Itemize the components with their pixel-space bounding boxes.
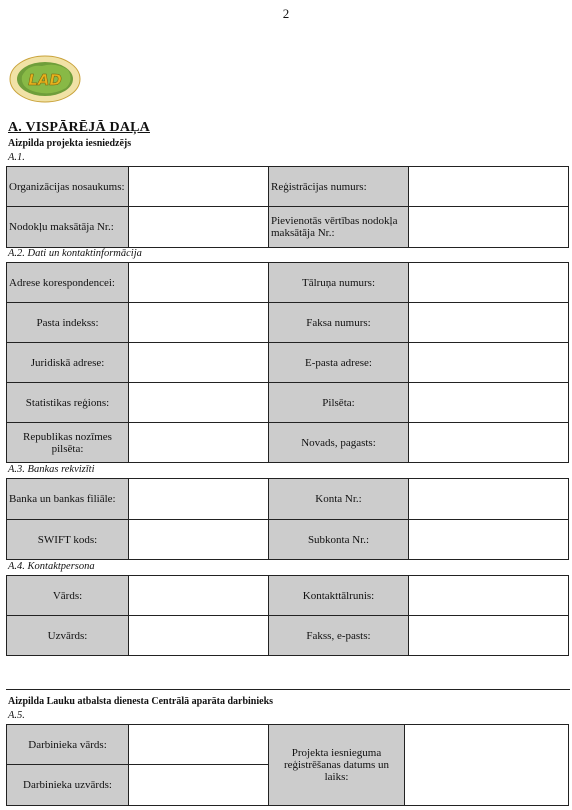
legal-address-field[interactable] [129,343,269,383]
fax-email-field[interactable] [409,616,569,656]
swift-code-label: SWIFT kods: [7,520,129,560]
table-row [7,520,569,560]
registration-datetime-field[interactable] [405,725,569,806]
lad-logo [8,54,82,104]
city-field[interactable] [409,383,569,423]
taxpayer-number-label: Nodokļu maksātāja Nr.: [7,207,129,248]
organization-name-label: Organizācijas nosaukums: [7,167,129,207]
employee-name-field[interactable] [129,725,269,765]
account-number-label: Konta Nr.: [269,479,409,520]
section-title: A. VISPĀRĒJĀ DAĻA [8,120,150,135]
statistics-region-field[interactable] [129,383,269,423]
organization-name-field[interactable] [129,167,269,207]
page-number: 2 [282,6,290,21]
phone-number-field[interactable] [409,263,569,303]
table-row [7,479,569,520]
email-address-field[interactable] [409,343,569,383]
table-row [7,725,569,765]
account-number-field[interactable] [409,479,569,520]
table-a5 [6,724,569,806]
table-a2 [6,262,569,463]
county-parish-field[interactable] [409,423,569,463]
table-a1 [6,166,569,248]
statistics-region-label: Statistikas reģions: [7,383,129,423]
phone-number-label: Tālruņa numurs: [269,263,409,303]
employee-surname-field[interactable] [129,765,269,806]
subaccount-number-field[interactable] [409,520,569,560]
section-a4-label: A.4. Kontaktpersona [8,561,95,572]
first-name-label: Vārds: [7,576,129,616]
logo-text: LAD [28,71,62,89]
section-a2-label: A.2. Dati un kontaktinformācija [8,248,142,259]
registration-datetime-label: Projekta iesnieguma reģistrēšanas datums un laiks: [269,725,405,806]
republic-city-field[interactable] [129,423,269,463]
table-row [7,576,569,616]
swift-code-field[interactable] [129,520,269,560]
table-row [7,207,569,248]
registration-number-label: Reģistrācijas numurs: [269,167,409,207]
employee-name-label: Darbinieka vārds: [7,725,129,765]
table-row [7,383,569,423]
table-row [7,263,569,303]
section-a1-label: A.1. [8,152,25,163]
subaccount-number-label: Subkonta Nr.: [269,520,409,560]
section-a3-label: A.3. Bankas rekvizīti [8,464,95,475]
table-row [7,167,569,207]
table-row [7,303,569,343]
bank-branch-field[interactable] [129,479,269,520]
legal-address-label: Juridiskā adrese: [7,343,129,383]
vat-number-field[interactable] [409,207,569,248]
last-name-label: Uzvārds: [7,616,129,656]
vat-number-label: Pievienotās vērtības nodokļa maksātāja Nr.: [269,207,409,248]
county-parish-label: Novads, pagasts: [269,423,409,463]
table-row [7,343,569,383]
contact-phone-label: Kontakttālrunis: [269,576,409,616]
table-a3 [6,478,569,560]
postal-code-field[interactable] [129,303,269,343]
bank-branch-label: Banka un bankas filiāle: [7,479,129,520]
fax-email-label: Fakss, e-pasts: [269,616,409,656]
city-label: Pilsēta: [269,383,409,423]
divider-line [6,689,570,690]
correspondence-address-label: Adrese korespondencei: [7,263,129,303]
taxpayer-number-field[interactable] [129,207,269,248]
filled-by-staff: Aizpilda Lauku atbalsta dienesta Centrālā aparāta darbinieks [8,696,274,707]
table-row [7,616,569,656]
email-address-label: E-pasta adrese: [269,343,409,383]
section-a5-label: A.5. [8,710,25,721]
filled-by-applicant: Aizpilda projekta iesniedzējs [8,138,132,149]
contact-phone-field[interactable] [409,576,569,616]
registration-number-field[interactable] [409,167,569,207]
postal-code-label: Pasta indekss: [7,303,129,343]
employee-surname-label: Darbinieka uzvārds: [7,765,129,806]
correspondence-address-field[interactable] [129,263,269,303]
republic-city-label: Republikas nozīmes pilsēta: [7,423,129,463]
last-name-field[interactable] [129,616,269,656]
first-name-field[interactable] [129,576,269,616]
fax-number-label: Faksa numurs: [269,303,409,343]
fax-number-field[interactable] [409,303,569,343]
lad-logo-icon [8,54,82,104]
table-row [7,423,569,463]
table-a4 [6,575,569,656]
